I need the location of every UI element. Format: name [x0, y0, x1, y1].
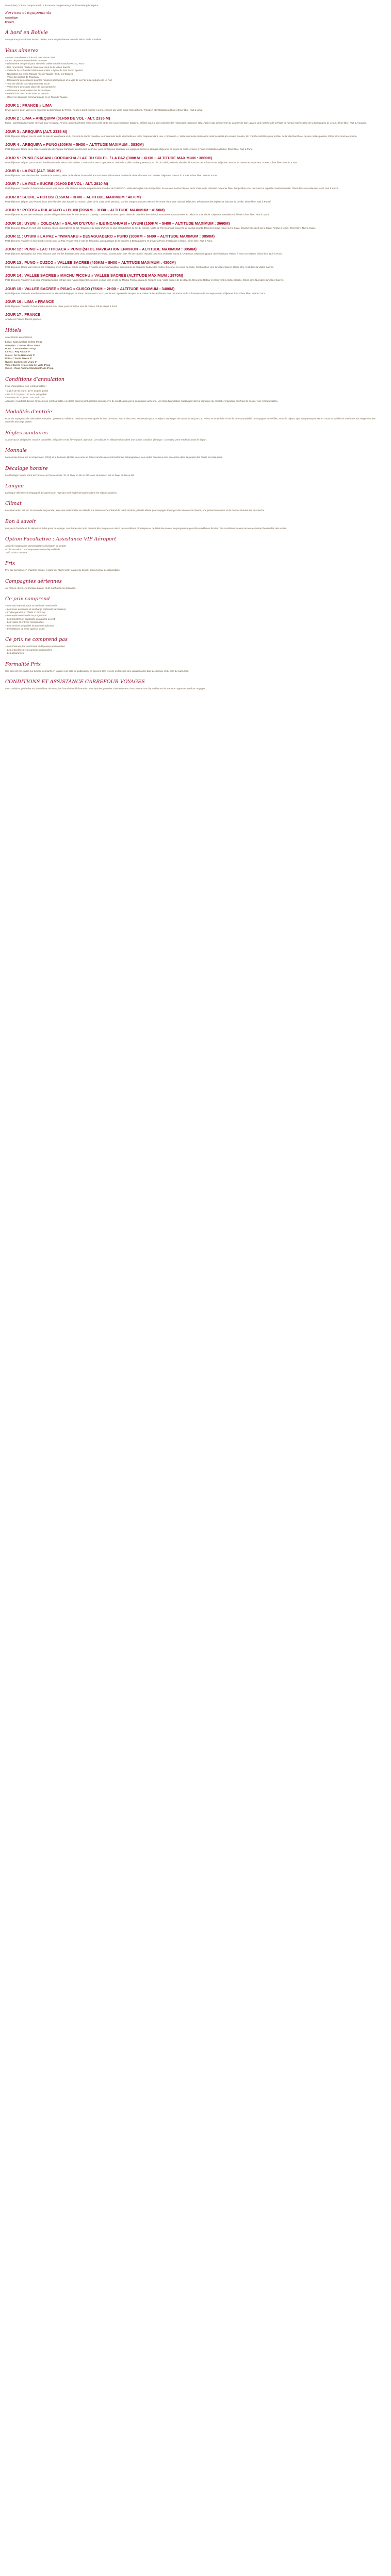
day-text: Arrivée en France dans la journée.: [5, 318, 42, 321]
option-list: [5, 545, 376, 554]
bon-a-savoir-text: Les jours d'arrivée et de départ sont des jours de voyage. Les étapes de route peuvent être longues en raison des conditions climatiques et de l'état des routes. Le programme peut être modifié en fonction des conditions locales tout en respectant l'ensemble des visites.: [5, 527, 287, 530]
list-item: – Les repas libres et excursions optionnelles: [5, 648, 52, 651]
day-text: Petit-déjeuner. Transfert à la gare d'Ollantaytambo et train pour Aguas Calientes. Montée en bus vers le site du Machu Picchu, joyau de l'empire inca. Visite guidée de la citadelle. Déjeuner. Retour en train vers la Vallée Sacrée. Dîner libre. Nuit dans la Vallée Sacrée.: [5, 279, 284, 282]
list-item: – Les services de guides locaux francophones: [5, 624, 54, 627]
day-title: JOUR 3 : AREQUIPA (ALT. 2335 M): [5, 129, 67, 134]
decalage-title: Décalage horaire: [5, 465, 48, 471]
day-title: JOUR 11 : UYUNI » LA PAZ » TIWANAKU » DESAGUADERO » PUNO (300KM – 5H00 – ALTITUDE MAXIMUM : 3850M): [5, 233, 215, 239]
vous-aimerez-list: [5, 56, 376, 99]
conditions-generales-text: Les conditions générales et particulières de vente, les formulaires d'information ainsi que les garanties d'assistance et d'assurance sont disponibles sur le site et en agence Carrefour Voyages.: [5, 687, 206, 690]
bon-a-savoir-title: Bon à savoir: [5, 518, 36, 524]
day-text: Petit-déjeuner. Transfert à l'aéroport et envol pour Lima, puis vol retour vers la France. Dîner et nuit à bord.: [5, 305, 118, 308]
day-title: JOUR 10 : UYUNI » COLCHANI » SALAR D'UYUNI » ILE INCAHUASI » UYUNI (150KM – 5H00 – ALTITUDE MAXIMUM : 3660M): [5, 221, 230, 226]
prix-comprend-title: Ce prix comprend: [5, 596, 50, 602]
conditions-subtitle: Frais d'annulation, non remboursables :: [5, 384, 47, 387]
regles-title: Règles sanitaires: [5, 430, 48, 436]
hotel-item: Lima : Casa Andina Colors 3*sup: [5, 341, 43, 344]
hotel-item: Cuzco : Casa Andina Standard Plaza 3*sup: [5, 367, 54, 370]
day-title: JOUR 14 : VALLEE SACREE » MACHU PICCHU » VALLEE SACREE (ALTITUDE MAXIMUM : 2870M): [5, 273, 183, 278]
hotels-list: [5, 341, 376, 370]
day-text: Envol avec le pour: vers en le rayonner la desirbeaux du Pérou. Repas à bord. Arrivée à Lima. Accueil par votre guide francophone. Transfert et installation à l'hôtel. Dîner libre. Nuit à Lima.: [5, 108, 203, 111]
day-text: Petit-déjeuner. Visite du marché artisanal et du site archéologique de Pisac. Route vers Cuzco, ancienne capitale de l'empire inca. Visite de la cathédrale, du Coricancha et de la forteresse de Sacsayhuamán. Déjeuner libre. Dîner libre. Nuit à Cuzco.: [5, 292, 266, 295]
page: [0, 0, 381, 698]
day-text: Petit-déjeuner. Départ en 4x4 vers Colchani et ses coopératives de sel. Traversée du Salar d'Uyuni, le plus grand désert de sel du monde. Visite de l'île Incahuasi couverte de cactus géants. Déjeuner pique-nique sur le Salar. Coucher de soleil sur le Salar. Retour à Uyuni. Dîner libre. Nuit à Uyuni.: [5, 226, 316, 229]
day-text: Petit-déjeuner. Transfert à l'aéroport et envol pour La Paz. Route vers le site de Tiwanaku, puis passage de la frontière à Desaguadero et arrivée à Puno. Installation à l'hôtel. Dîner libre. Nuit à Puno.: [5, 239, 213, 242]
monnaie-text: La monnaie locale est le sol péruvien (PEN) et le boliviano (BOB). Les euros et dollars américains sont facilement échangeables. Les cartes bancaires sont acceptées dans la plupart des hôtels et restaurants.: [5, 456, 223, 459]
service-item: Conseiliger: [5, 16, 19, 20]
conditions-generales-title: CONDITIONS ET ASSISTANCE CARREFOUR VOYAGES: [5, 679, 145, 685]
day-title: JOUR 6 : LA PAZ (ALT. 3640 M): [5, 168, 61, 173]
monnaie-title: Monnaie: [5, 448, 27, 454]
list-item: – Navigation sur le lac Titicaca / île de Taquile / le 8 / les Tarqués: [5, 72, 73, 75]
hotel-item: Potosí : Santa Teresa 3*: [5, 357, 32, 360]
list-item: Accès au salon d'embarquement selon disponibilités: [5, 548, 60, 551]
hotel-item: Sucre : De Sa Hernandé 3*: [5, 353, 35, 357]
option-title: Option Facultative : Assistance VIP Aéroport: [5, 536, 117, 543]
conditions-text: Attention : tout billet d'avion émis est non remboursable. Les tarifs aériens sont garantis sous réserve de modification par la compagnie aérienne. Les frais d'annulation s'appliquent dès la signature du contrat et s'ajoutent aux frais de dossier non remboursables.: [5, 399, 279, 402]
decalage-text: Le décalage horaire entre la France et le Pérou est de -7h en hiver et -6h en été. Avec la Bolivie : -6h en hiver et -5h en été.: [5, 473, 135, 477]
service-item: Enquiry: [5, 20, 14, 23]
list-item: – Visite de la « Chapelle Sixtine des Andes » église de San Pedro Apóstol: [5, 69, 83, 72]
list-item: – à plus de 60 jours : 10 % du prix global: [5, 389, 48, 393]
conditions-list: [5, 389, 376, 399]
regles-text: Aucun vaccin obligatoire. Vaccins conseillés : hépatite A et B, fièvre jaune, typhoïde. Les séjours en altitude nécessitent une bonne condition physique ; consultez votre médecin avant le départ.: [5, 438, 207, 441]
day-title: JOUR 5 : PUNO / KASANI / CORDAKHA / LAC DU SOLEIL / LA PAZ (300KM – 6H30 – ALTITUDE MAXIMUM : 3860M): [5, 155, 212, 160]
conditions-title: Conditions d'annulation: [5, 376, 64, 382]
day-title: JOUR 2 : LIMA » AREQUIPA (01H50 DE VOL - ALT. 2335 M): [5, 116, 110, 121]
modalites-title: Modalités d'entrée: [5, 409, 52, 415]
day-text: Petit-déjeuner. Route de la réserve naturelle de Pampa Cañahuas en direction de Puno, avec arrêts pour observer les vigognes, lamas et alpagas. Déjeuner en cours de route. Arrivée à Puno. Installation à l'hôtel. Dîner libre. Nuit à Puno.: [5, 148, 253, 151]
day-text: Petit-déjeuner. Transfert à l'aéroport et envol vers Sucre, ville blanche inscrite au patrimoine mondial de l'UNESCO. Visite de l'église San Felipe Neri, du couvent La Recoleta et de la Casa de la Libertad. Déjeuner libre. Temps libre pour découvrir la capitale constitutionnelle. Dîner dans un restaurant local. Nuit à Sucre.: [5, 187, 339, 190]
list-item: – À vos connaissance à le voir pour de sa coter: [5, 56, 55, 59]
day-title: JOUR 1 : FRANCE » LIMA: [5, 103, 52, 108]
day-text: Matin : transfert à l'aéroport et envol pour Arequipa. Arrivée, accueil à l'hôtel. Visite de la ville et de son couvent Sainte-Catalina, célébré pour la cité coloniale des religieuses. Déjeuner libre. Après-midi, découverte du quartier de San Lazaro, des marchés de la Plaza de Armas et de l'église de la Compagnie de Jésus. Dîner libre. Nuit à Arequipa.: [5, 122, 367, 125]
day-title: JOUR 7 : LA PAZ » SUCRE (01H00 DE VOL - ALT. 2810 M): [5, 181, 108, 187]
list-item: Accueil et assistance personnalisée à l'aéroport de départ: [5, 545, 66, 548]
list-item: – Les visites et entrées mentionnées: [5, 621, 44, 624]
list-item: – Les transferts et transports en autocar ou 4x4: [5, 617, 55, 620]
list-item: – Des rencontres hôtelles contes au cœur de la Vallée Sacrée: [5, 65, 71, 69]
list-item: – Visite des jardins de Tiwanaku: [5, 76, 39, 79]
itinerary: [5, 103, 376, 321]
list-item: – Les boissons, les pourboires et dépenses personnelles: [5, 645, 65, 648]
list-item: – Observer dans une communautaire en le Tous de Tauqué: [5, 95, 68, 98]
hotel-item: Puno : Casona Plaza 3*sup: [5, 347, 36, 350]
day-title: JOUR 17 : FRANCE: [5, 312, 41, 317]
prix-ne-comprend-list: [5, 645, 376, 655]
intro-text: Description (1 à une composante) : 1 à une une composante pour formulaire (Livre) peru: [5, 4, 99, 7]
day-title: JOUR 12 : PUNO » LAC TITICACA » PUNO (5H DE NAVIGATION ENVIRON – ALTITUDE MAXIMUM : 3950M): [5, 247, 197, 252]
list-item: – Découverte des principaux site de la Vallée Sacrée / Machu Picchu, Puno: [5, 62, 85, 65]
hotel-item: Vallée Sacrée : Hacienda del Valle 3*sup: [5, 364, 51, 367]
day-title: JOUR 15 : VALLEE SACREE » PISAC » CUSCO (75KM – 2H00 – ALTITUDE MAXIMUM : 3400M): [5, 286, 175, 291]
compagnies-text: Air France, Iberia, Air Europa, Latam, KLM, Lufthansa ou similaires.: [5, 586, 76, 589]
services-title: Services et équipements: [5, 10, 52, 15]
modalites-text: Pour les voyageurs de nationalité française : passeport valide au minimum 6 mois après la date de retour. Aucun visa n'est nécessaire pour un séjour touristique de moins de 90 jours au Pérou et en Bolivie. Il est de la responsabilité du voyageur de vérifier, avant le départ, que son passeport est en cours de validité et conforme aux exigences des autorités des pays visités.: [5, 417, 376, 423]
list-item: Tarif : nous consulter: [5, 551, 27, 554]
day-title: JOUR 8 : SUCRE » POTOSI (155KM – 3H00 – ALTITUDE MAXIMUM : 4070M): [5, 194, 141, 199]
vous-aimerez-title: Vous aimerez: [5, 47, 39, 54]
day-title: JOUR 13 : PUNO » CUZCO » VALLEE SACREE (450KM – 8H00 – ALTITUDE MAXIMUM : 4300M): [5, 260, 176, 265]
list-item: – Les assurances: [5, 652, 24, 655]
list-item: – Balade à la marche de Salar au Ojo Dé: [5, 92, 48, 95]
langue-title: Langue: [5, 483, 24, 489]
list-item: – Les vols internationaux et intérieurs mentionnés: [5, 604, 58, 607]
prix-ne-comprend-title: Ce prix ne comprend pas: [5, 637, 68, 643]
list-item: – Les taxes aériennes et surcharge carburant (révisables): [5, 607, 66, 611]
hotel-item: La Paz : Rey Palace 3*: [5, 350, 30, 353]
prix-text: Prix par personne en chambre double, à partir de. Tarifs selon la date de départ, sous réserve de disponibilité.: [5, 569, 121, 572]
day-text: Petit-déjeuner. Départ pour la visite du site de Yanahuara et du couvent de Santa Catalina, un monument de la ville fondé en 1579. Déjeuner dans une « Picantería ». Visite du musée Santuarios Andinos dédié à la momie Juanita. Fin d'après-midi libre pour profiter de la ville blanche et de ses ruelles pavées. Dîner libre. Nuit à Arequipa.: [5, 134, 357, 138]
list-item: – De 60 à 31 jours : 30 % du prix global: [5, 393, 47, 396]
aller-title: À bord en Bolivie: [5, 30, 48, 36]
list-item: – C'est de penser ensemble le tourisme: [5, 59, 47, 62]
day-text: Petit-déjeuner. Journée dans les quartiers de La Paz, visite de la ville et du marché aux sorcières. Découverte du site de Tiwanaku avec son musée. Déjeuner. Retour à La Paz. Dîner libre. Nuit à La Paz.: [5, 174, 218, 177]
list-item: – Visite d'une des super place de sous propriété: [5, 86, 56, 89]
hotels-subtitle: sélectionnés ou similaires: [5, 335, 32, 338]
prix-title: Prix: [5, 561, 15, 567]
langue-text: La langue officielle est l'espagnol. Le quechua et l'aymara sont également parlés dans les régions andines.: [5, 491, 118, 494]
day-text: Petit-déjeuner. Navigation sur le lac Titicaca vers les îles flottantes des Uros, construites en totora. Continuation vers l'île de Taquile, réputée pour son art textile inscrit à l'UNESCO. Déjeuner typique chez l'habitant. Retour à Puno en bateau. Dîner libre. Nuit à Puno.: [5, 252, 283, 256]
day-title: JOUR 9 : POTOSI » PULACAYO » UYUNI (205KM – 3H30 – ALTITUDE MAXIMUM : 4150M): [5, 208, 165, 213]
formalite-title: Formalité Prix: [5, 661, 41, 667]
list-item: – L'hébergement en hôtels 3* et 3*sup: [5, 611, 46, 614]
hotel-item: Uyuni : Jardines de Uyuni 3*: [5, 360, 38, 363]
day-title: JOUR 16 : LIMA » FRANCE: [5, 299, 54, 304]
hotel-item: Arequipa : Casona Plaza 3*sup: [5, 344, 40, 347]
list-item: – L'assistance de notre agence locale: [5, 628, 45, 631]
climat-text: Le climat andin est sec et ensoleillé en journée, avec des nuits froides en altitude. La saison sèche s'étend de mai à octobre, période idéale pour voyager. Prévoyez des vêtements chauds, une protection solaire et de bonnes chaussures de marche.: [5, 509, 265, 512]
list-item: – À moins de 31 jours : 100 % du prix: [5, 396, 45, 399]
list-item: – Découverte des espaces pour les maisons géologiques et la ville de La Paz à la coutume de La Paz: [5, 79, 112, 82]
list-item: – Les repas mentionnés au programme: [5, 614, 47, 617]
hotels-title: Hôtels: [5, 327, 22, 333]
list-item: – Tour de ville de Cochabamba bata Sucre: [5, 82, 50, 85]
prix-comprend-list: [5, 604, 376, 631]
services-list: [5, 16, 376, 24]
aller-text: Le royaume poussément de non petites, sous les plus beaux rates du Pérou et de la Bolivie.: [5, 38, 102, 41]
day-text: Petit-déjeuner. Départ pour Kasani, frontière entre le Pérou et la Bolivie. Continuation vers Copacabana. Visite de la ville. Embarquement pour l'île du Soleil, visite du site de Chincana et des ruines incas. Déjeuner. Retour en bateau et route vers La Paz. Dîner libre. Nuit à La Paz.: [5, 161, 298, 164]
day-text: Petit-déjeuner. Route vers Cuzco par l'Altiplano, avec arrêts au col de La Raya, à Raqchi et à Andahuaylillas, surnommée la Chapelle Sixtine des Andes. Déjeuner en cours de route. Continuation vers la Vallée Sacrée. Dîner libre. Nuit dans la Vallée Sacrée.: [5, 265, 274, 268]
day-text: Petit-déjeuner. Route vers Pulacayo, ancien village minier avec le train de Butch Cassidy. Continuation vers Uyuni. Visite du cimetière des trains, locomotives abandonnées au début du XXe siècle. Déjeuner. Installation à l'hôtel. Dîner libre. Nuit à Uyuni.: [5, 213, 270, 216]
day-text: Petit-déjeuner. Départ pour Potosí, l'une des villes les plus hautes du monde. Visite de la Casa de la Moneda, la mine d'argent du Cerro Rico et le centre historique colonial. Déjeuner. Découverte des églises et balcons de la ville. Dîner libre. Nuit à Potosí.: [5, 200, 271, 203]
formalite-text: Ces prix ont été établis sur la base des tarifs en vigueur à la date de publication. Ils peuvent être révisés en fonction des variations des taux de change et du coût du carburant.: [5, 669, 189, 672]
day-title: JOUR 4 : AREQUIPA » PUNO (200KM – 5H30 – ALTITUDE MAXIMUM : 3830M): [5, 142, 144, 147]
climat-title: Climat: [5, 501, 22, 507]
list-item: – Découverte du cimetière des locomotives: [5, 89, 51, 92]
compagnies-title: Compagnies aériennes: [5, 578, 62, 584]
